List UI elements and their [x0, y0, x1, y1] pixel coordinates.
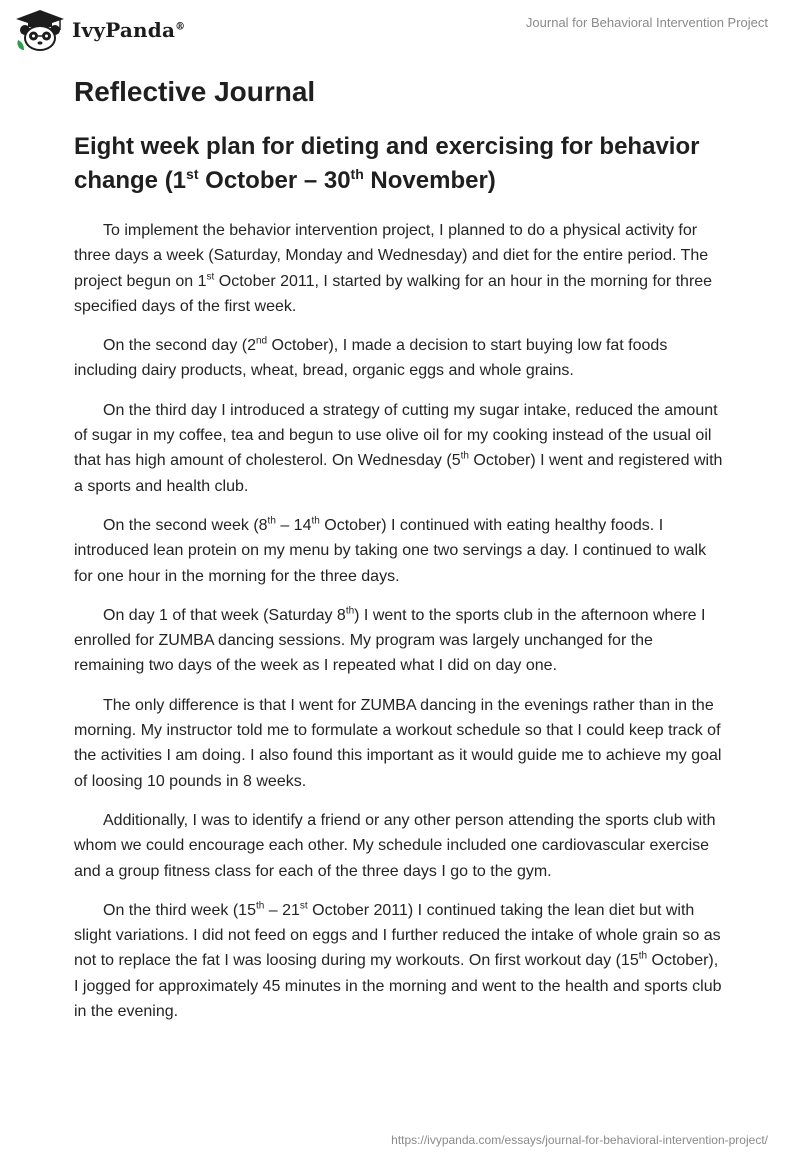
- registered-mark: ®: [175, 21, 186, 33]
- source-url[interactable]: https://ivypanda.com/essays/journal-for-behavioral-intervention-project/: [391, 1133, 768, 1147]
- paragraph-7: Additionally, I was to identify a friend or any other person attending the sports club with whom we could encourage each other. My schedule included one cardiovascular exercise and a group fitness class for each of the three days I go to the gym.: [74, 811, 716, 880]
- paragraph-3: On the third day I introduced a strategy of cutting my sugar intake, reduced the amount of sugar in my coffee, tea and begun to use olive oil for my cooking instead of the usual oil that has high amount of cholesterol. On Wednesday (5th October) I went and registered with a sports and health club.: [74, 401, 723, 495]
- paragraph-4: On the second week (8th – 14th October) I continued with eating healthy foods. I introduced lean protein on my menu by taking one two servings a day. I continued to walk for one hour in the morning for the three days.: [74, 515, 707, 585]
- article-title: Reflective Journal: [74, 76, 316, 107]
- logo-wordmark: IvyPanda®: [72, 18, 186, 42]
- document-title: Journal for Behavioral Intervention Project: [525, 15, 768, 30]
- paragraph-1: To implement the behavior intervention project, I planned to do a physical activity for three days a week (Saturday, Monday and Wednesday) and diet for the entire period. The project begun on 1st October 2011, I started by walking for an hour in the morning for three specified days of the first week.: [74, 222, 713, 315]
- paragraph-2: On the second day (2nd October), I made a decision to start buying low fat foods including dairy products, wheat, bread, organic eggs and whole grains.: [74, 335, 668, 380]
- ivypanda-logo[interactable]: [14, 8, 185, 52]
- paragraph-8: On the third week (15th – 21st October 2011) I continued taking the lean diet but with slight variations. I did not feed on eggs and I further reduced the intake of whole grain so as not to replace the fat I was loosing during my workouts. On first workout day (15th October), I jogged for approximately 45 minutes in the morning and went to the health and sports club in the evening.: [74, 900, 722, 1021]
- page-header: [0, 0, 800, 60]
- article-content: [74, 70, 726, 1038]
- panda-graduate-icon: [14, 8, 66, 52]
- section-heading: Eight week plan for dieting and exercising for behavior change (1st October – 30th November): [74, 133, 700, 194]
- paragraph-5: On day 1 of that week (Saturday 8th) I went to the sports club in the afternoon where I enrolled for ZUMBA dancing sessions. My program was largely unchanged for the remaining two days of the week as I repeated what I did on day one.: [74, 605, 706, 675]
- article-body: [74, 218, 726, 1024]
- paragraph-6: The only difference is that I went for ZUMBA dancing in the evenings rather than in the morning. My instructor told me to formulate a workout schedule so that I could keep track of the activities I am doing. I also found this important as it would guide me to achieve my goal of loosing 10 pounds in 8 weeks.: [74, 696, 722, 790]
